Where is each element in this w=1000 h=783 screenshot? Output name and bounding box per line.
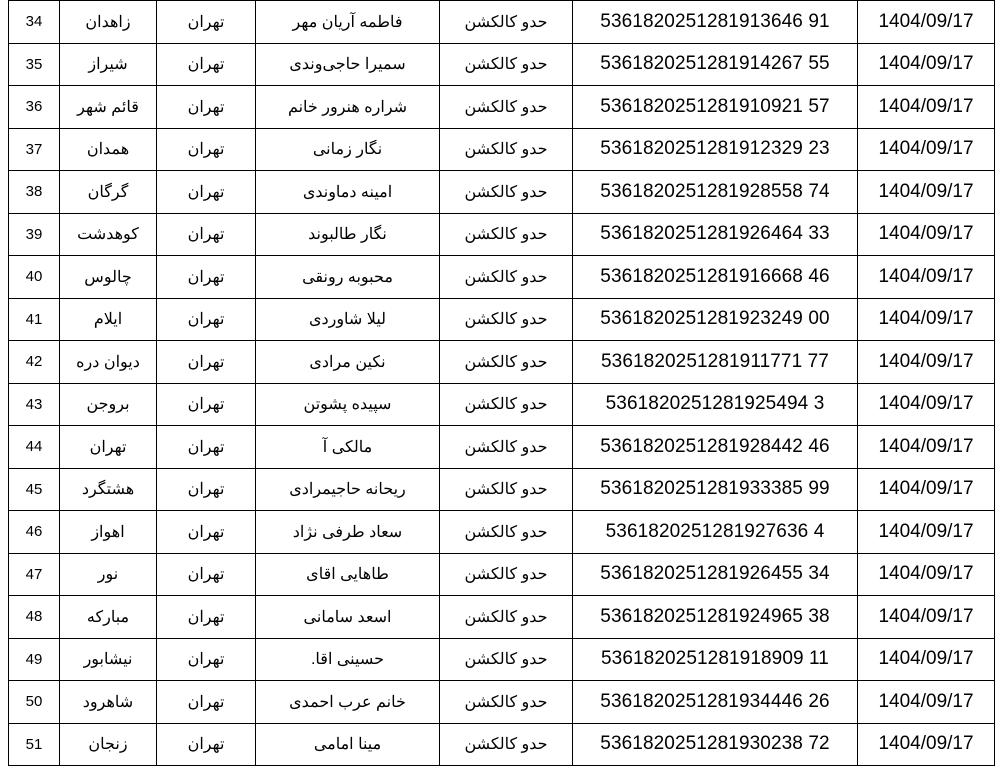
- date-cell: 1404/09/17: [858, 638, 995, 681]
- date-cell: 1404/09/17: [858, 468, 995, 511]
- row-number-cell: 41: [9, 298, 60, 341]
- date-cell: 1404/09/17: [858, 341, 995, 384]
- recipient-name-cell: مالکی آ: [256, 426, 440, 469]
- province-cell: تهران: [157, 1, 256, 44]
- date-cell: 1404/09/17: [858, 596, 995, 639]
- shipment-table-sheet: [8, 0, 994, 782]
- table-row: [9, 638, 995, 681]
- recipient-name-cell: فاطمه آریان مهر: [256, 1, 440, 44]
- tracking-code-cell: 5361820251281927636 4: [573, 511, 858, 554]
- province-cell: تهران: [157, 596, 256, 639]
- tracking-code-cell: 5361820251281926464 33: [573, 213, 858, 256]
- product-cell: حدو کالکشن: [440, 681, 573, 724]
- table-row: [9, 86, 995, 129]
- row-number-cell: 39: [9, 213, 60, 256]
- product-cell: حدو کالکشن: [440, 596, 573, 639]
- tracking-code-cell: 5361820251281924965 38: [573, 596, 858, 639]
- row-number-cell: 36: [9, 86, 60, 129]
- product-cell: حدو کالکشن: [440, 128, 573, 171]
- row-number-cell: 49: [9, 638, 60, 681]
- date-cell: 1404/09/17: [858, 426, 995, 469]
- province-cell: تهران: [157, 723, 256, 766]
- province-cell: تهران: [157, 128, 256, 171]
- province-cell: تهران: [157, 341, 256, 384]
- table-row: [9, 511, 995, 554]
- row-number-cell: 35: [9, 43, 60, 86]
- date-cell: 1404/09/17: [858, 383, 995, 426]
- table-body: [9, 1, 995, 766]
- city-cell: چالوس: [60, 256, 157, 299]
- table-row: [9, 298, 995, 341]
- product-cell: حدو کالکشن: [440, 553, 573, 596]
- row-number-cell: 51: [9, 723, 60, 766]
- province-cell: تهران: [157, 383, 256, 426]
- table-row: [9, 128, 995, 171]
- recipient-name-cell: سمیرا حاجی‌وندی: [256, 43, 440, 86]
- date-cell: 1404/09/17: [858, 213, 995, 256]
- product-cell: حدو کالکشن: [440, 511, 573, 554]
- province-cell: تهران: [157, 256, 256, 299]
- table-row: [9, 171, 995, 214]
- date-cell: 1404/09/17: [858, 681, 995, 724]
- date-cell: 1404/09/17: [858, 723, 995, 766]
- row-number-cell: 34: [9, 1, 60, 44]
- date-cell: 1404/09/17: [858, 553, 995, 596]
- date-cell: 1404/09/17: [858, 298, 995, 341]
- tracking-code-cell: 5361820251281914267 55: [573, 43, 858, 86]
- row-number-cell: 42: [9, 341, 60, 384]
- province-cell: تهران: [157, 86, 256, 129]
- product-cell: حدو کالکشن: [440, 638, 573, 681]
- product-cell: حدو کالکشن: [440, 171, 573, 214]
- row-number-cell: 45: [9, 468, 60, 511]
- province-cell: تهران: [157, 511, 256, 554]
- province-cell: تهران: [157, 171, 256, 214]
- city-cell: نور: [60, 553, 157, 596]
- table-row: [9, 723, 995, 766]
- product-cell: حدو کالکشن: [440, 43, 573, 86]
- product-cell: حدو کالکشن: [440, 256, 573, 299]
- recipient-name-cell: نگار زمانی: [256, 128, 440, 171]
- product-cell: حدو کالکشن: [440, 723, 573, 766]
- date-cell: 1404/09/17: [858, 256, 995, 299]
- tracking-code-cell: 5361820251281923249 00: [573, 298, 858, 341]
- city-cell: زنجان: [60, 723, 157, 766]
- tracking-code-cell: 5361820251281911771 77: [573, 341, 858, 384]
- table-row: [9, 256, 995, 299]
- city-cell: تهران: [60, 426, 157, 469]
- province-cell: تهران: [157, 43, 256, 86]
- date-cell: 1404/09/17: [858, 43, 995, 86]
- tracking-code-cell: 5361820251281934446 26: [573, 681, 858, 724]
- city-cell: هشتگرد: [60, 468, 157, 511]
- recipient-name-cell: لیلا شاوردی: [256, 298, 440, 341]
- row-number-cell: 43: [9, 383, 60, 426]
- city-cell: شیراز: [60, 43, 157, 86]
- province-cell: تهران: [157, 426, 256, 469]
- row-number-cell: 38: [9, 171, 60, 214]
- province-cell: تهران: [157, 681, 256, 724]
- table-row: [9, 383, 995, 426]
- recipient-name-cell: محبوبه رونقی: [256, 256, 440, 299]
- city-cell: شاهرود: [60, 681, 157, 724]
- tracking-code-cell: 5361820251281928442 46: [573, 426, 858, 469]
- city-cell: بروجن: [60, 383, 157, 426]
- row-number-cell: 48: [9, 596, 60, 639]
- recipient-name-cell: ریحانه حاجیمرادی: [256, 468, 440, 511]
- tracking-code-cell: 5361820251281930238 72: [573, 723, 858, 766]
- shipment-table: [8, 0, 995, 766]
- row-number-cell: 44: [9, 426, 60, 469]
- product-cell: حدو کالکشن: [440, 86, 573, 129]
- recipient-name-cell: شراره هنرور خانم: [256, 86, 440, 129]
- table-row: [9, 213, 995, 256]
- tracking-code-cell: 5361820251281916668 46: [573, 256, 858, 299]
- recipient-name-cell: سعاد طرفی نژاد: [256, 511, 440, 554]
- row-number-cell: 50: [9, 681, 60, 724]
- recipient-name-cell: حسینی اقا.: [256, 638, 440, 681]
- city-cell: مبارکه: [60, 596, 157, 639]
- city-cell: گرگان: [60, 171, 157, 214]
- date-cell: 1404/09/17: [858, 128, 995, 171]
- province-cell: تهران: [157, 213, 256, 256]
- city-cell: قائم شهر: [60, 86, 157, 129]
- tracking-code-cell: 5361820251281912329 23: [573, 128, 858, 171]
- city-cell: زاهدان: [60, 1, 157, 44]
- tracking-code-cell: 5361820251281926455 34: [573, 553, 858, 596]
- recipient-name-cell: امینه دماوندی: [256, 171, 440, 214]
- city-cell: اهواز: [60, 511, 157, 554]
- tracking-code-cell: 5361820251281913646 91: [573, 1, 858, 44]
- recipient-name-cell: اسعد سامانی: [256, 596, 440, 639]
- recipient-name-cell: خانم عرب احمدی: [256, 681, 440, 724]
- date-cell: 1404/09/17: [858, 1, 995, 44]
- product-cell: حدو کالکشن: [440, 383, 573, 426]
- table-row: [9, 681, 995, 724]
- product-cell: حدو کالکشن: [440, 213, 573, 256]
- table-row: [9, 553, 995, 596]
- table-row: [9, 1, 995, 44]
- date-cell: 1404/09/17: [858, 511, 995, 554]
- product-cell: حدو کالکشن: [440, 468, 573, 511]
- tracking-code-cell: 5361820251281933385 99: [573, 468, 858, 511]
- city-cell: نیشابور: [60, 638, 157, 681]
- row-number-cell: 46: [9, 511, 60, 554]
- province-cell: تهران: [157, 638, 256, 681]
- product-cell: حدو کالکشن: [440, 298, 573, 341]
- tracking-code-cell: 5361820251281925494 3: [573, 383, 858, 426]
- province-cell: تهران: [157, 298, 256, 341]
- tracking-code-cell: 5361820251281910921 57: [573, 86, 858, 129]
- city-cell: همدان: [60, 128, 157, 171]
- product-cell: حدو کالکشن: [440, 426, 573, 469]
- recipient-name-cell: طاهایی اقای: [256, 553, 440, 596]
- recipient-name-cell: نگار طالبوند: [256, 213, 440, 256]
- row-number-cell: 47: [9, 553, 60, 596]
- date-cell: 1404/09/17: [858, 171, 995, 214]
- tracking-code-cell: 5361820251281928558 74: [573, 171, 858, 214]
- table-row: [9, 426, 995, 469]
- date-cell: 1404/09/17: [858, 86, 995, 129]
- table-row: [9, 596, 995, 639]
- recipient-name-cell: نکین مرادی: [256, 341, 440, 384]
- row-number-cell: 40: [9, 256, 60, 299]
- province-cell: تهران: [157, 468, 256, 511]
- product-cell: حدو کالکشن: [440, 1, 573, 44]
- recipient-name-cell: مینا امامی: [256, 723, 440, 766]
- recipient-name-cell: سپیده پشوتن: [256, 383, 440, 426]
- province-cell: تهران: [157, 553, 256, 596]
- city-cell: دیوان دره: [60, 341, 157, 384]
- table-row: [9, 43, 995, 86]
- tracking-code-cell: 5361820251281918909 11: [573, 638, 858, 681]
- city-cell: کوهدشت: [60, 213, 157, 256]
- row-number-cell: 37: [9, 128, 60, 171]
- product-cell: حدو کالکشن: [440, 341, 573, 384]
- table-row: [9, 341, 995, 384]
- table-row: [9, 468, 995, 511]
- city-cell: ایلام: [60, 298, 157, 341]
